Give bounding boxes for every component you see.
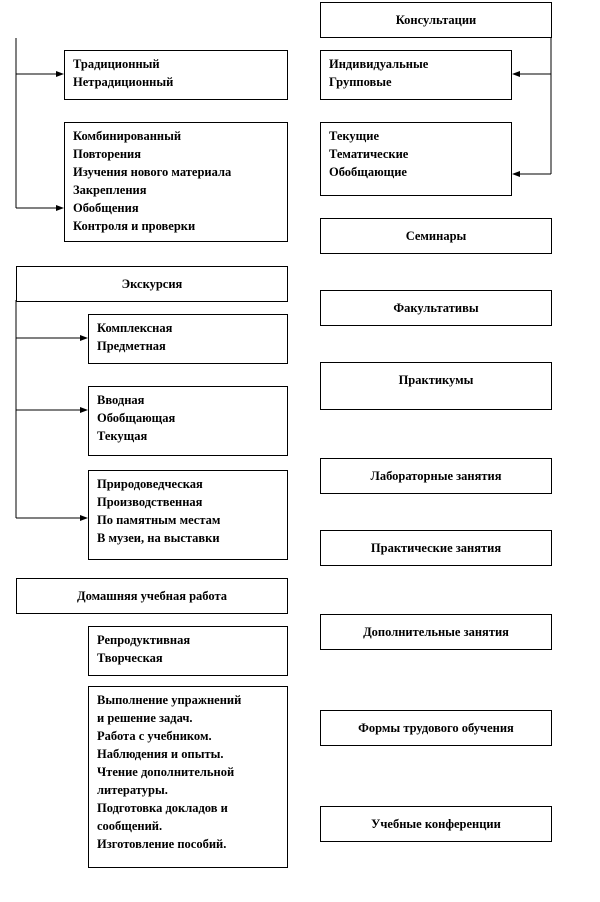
consultation-purpose-item: Текущие [329,129,379,143]
consultation-form-item: Индивидуальные [329,57,429,71]
electives-label: Факультативы [393,301,479,315]
arrow-excursion-stage [80,407,88,413]
excursion-place-item: Природоведческая [97,477,203,491]
consultations-title: Консультации [395,13,477,27]
seminars-label: Семинары [405,229,467,243]
consultation-purpose-box [320,122,512,196]
arrow-consultation-purpose [512,171,520,177]
lesson-kind-item: Обобщения [73,201,139,215]
arrow-lesson-types [56,71,64,77]
arrow-lesson-kinds [56,205,64,211]
labor-training-box [320,710,552,746]
extra-classes-label: Дополнительные занятия [363,625,509,639]
homework-activity-item: Работа с учебником. [97,729,212,743]
homework-activity-item: Наблюдения и опыты. [97,747,224,761]
consultations-title-box [320,2,552,38]
homework-activities-box [88,686,288,868]
homework-activity-item: Выполнение упражнений [97,693,242,707]
homework-activity-item: Подготовка докладов и [97,801,228,815]
lesson-kinds-box [64,122,288,242]
arrow-excursion-content [80,335,88,341]
lesson-kind-item: Комбинированный [73,129,182,143]
practical-classes-box [320,530,552,566]
arrow-excursion-place [80,515,88,521]
excursion-place-item: По памятным местам [97,513,221,527]
lesson-kind-item: Изучения нового материала [73,165,232,179]
arrow-consultation-form [512,71,520,77]
excursion-content-item: Предметная [97,339,166,353]
excursion-place-item: В музеи, на выставки [97,531,220,545]
practicums-label: Практикумы [398,373,474,387]
homework-activity-item: и решение задач. [97,711,193,725]
consultation-form-item: Групповые [329,75,392,89]
excursion-stage-item: Текущая [97,429,148,443]
lesson-kind-item: Контроля и проверки [73,219,196,233]
homework-activity-item: литературы. [97,783,168,797]
consultation-form-box [320,50,512,100]
conferences-label: Учебные конференции [371,817,501,831]
excursion-place-box [88,470,288,560]
labor-training-label: Формы трудового обучения [358,721,514,735]
practicums-box [320,362,552,410]
lab-classes-box [320,458,552,494]
excursion-place-item: Производственная [97,495,203,509]
homework-activity-item: сообщений. [97,819,163,833]
extra-classes-box [320,614,552,650]
lesson-kind-item: Повторения [73,147,141,161]
excursion-stage-item: Обобщающая [97,411,176,425]
lesson-kind-item: Закрепления [73,183,147,197]
excursion-title-box [16,266,288,302]
conferences-box [320,806,552,842]
homework-character-item: Репродуктивная [97,633,191,647]
lesson-type-item: Нетрадиционный [73,75,174,89]
practical-classes-label: Практические занятия [370,541,502,555]
lab-classes-label: Лабораторные занятия [370,469,502,483]
homework-title-box [16,578,288,614]
homework-character-box [88,626,288,676]
excursion-content-item: Комплексная [97,321,173,335]
excursion-stage-item: Вводная [97,393,145,407]
lesson-types-box [64,50,288,100]
electives-box [320,290,552,326]
homework-title: Домашняя учебная работа [76,589,228,603]
consultation-purpose-item: Обобщающие [329,165,407,179]
homework-activity-item: Чтение дополнительной [97,765,235,779]
lesson-type-item: Традиционный [73,57,160,71]
homework-activity-item: Изготовление пособий. [97,837,227,851]
homework-character-item: Творческая [97,651,163,665]
excursion-title: Экскурсия [121,277,183,291]
excursion-content-box [88,314,288,364]
seminars-box [320,218,552,254]
excursion-stage-box [88,386,288,456]
consultation-purpose-item: Тематические [329,147,409,161]
